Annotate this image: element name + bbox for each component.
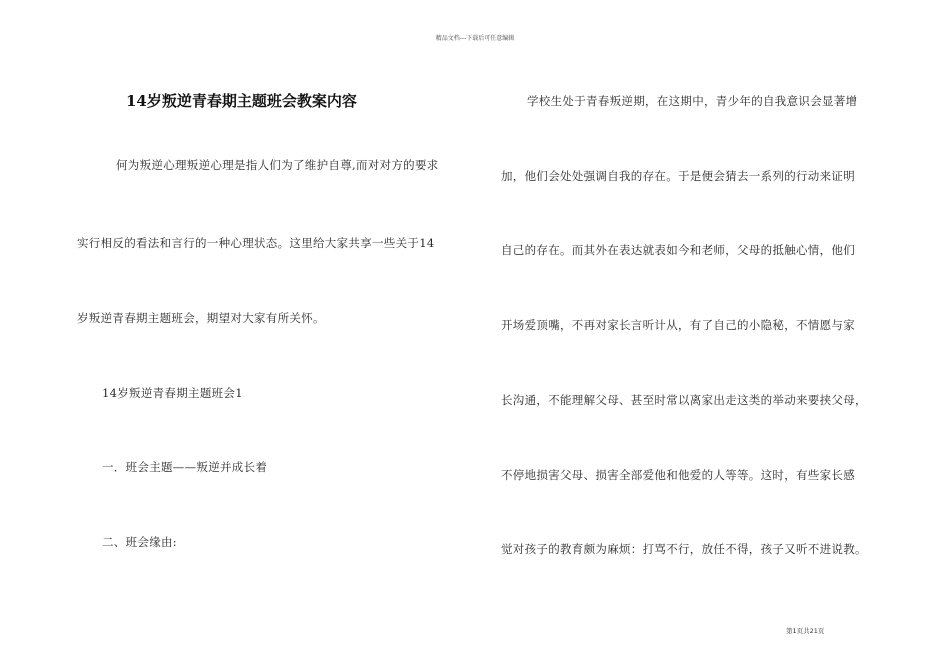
right-paragraph-line: 觉对孩子的教育颇为麻烦：打骂不行，放任不得，孩子又听不进说教。 (501, 542, 867, 556)
section-heading: 14岁叛逆青春期主题班会1 (102, 386, 243, 400)
right-paragraph-line: 加，他们会处处强调自我的存在。于是便会猜去一系列的行动来证明 (501, 169, 855, 183)
section-item: 一．班会主题——叛逆并成长着 (102, 460, 268, 474)
left-paragraph-line: 何为叛逆心理叛逆心理是指人们为了维护自尊,而对对方的要求 (116, 158, 439, 172)
header-note: 精品文档---下载后可任意编辑 (435, 35, 515, 42)
left-paragraph-line: 实行相反的看法和言行的一种心理状态。这里给大家共享一些关于14 (77, 236, 435, 250)
section-item: 二、班会缘由: (102, 535, 177, 549)
right-paragraph-line: 不停地损害父母、损害全部爱他和他爱的人等等。这时，有些家长感 (501, 468, 855, 482)
right-paragraph-line: 自己的存在。而其外在表达就表如今和老师，父母的抵触心情，他们 (501, 243, 855, 257)
page-number: 第1页共21页 (786, 627, 825, 635)
right-paragraph-line: 开场爱顶嘴，不再对家长言听计从，有了自己的小隐秘，不情愿与家 (501, 318, 855, 332)
right-paragraph-line: 学校生处于青春叛逆期，在这期中，青少年的自我意识会显著增 (527, 94, 858, 108)
right-paragraph-line: 长沟通，不能理解父母、甚至时常以离家出走这类的举动来要挟父母， (501, 393, 867, 407)
left-paragraph-line: 岁叛逆青春期主题班会，期望对大家有所关怀。 (77, 311, 325, 325)
document-title: 14岁叛逆青春期主题班会教案内容 (126, 92, 357, 110)
